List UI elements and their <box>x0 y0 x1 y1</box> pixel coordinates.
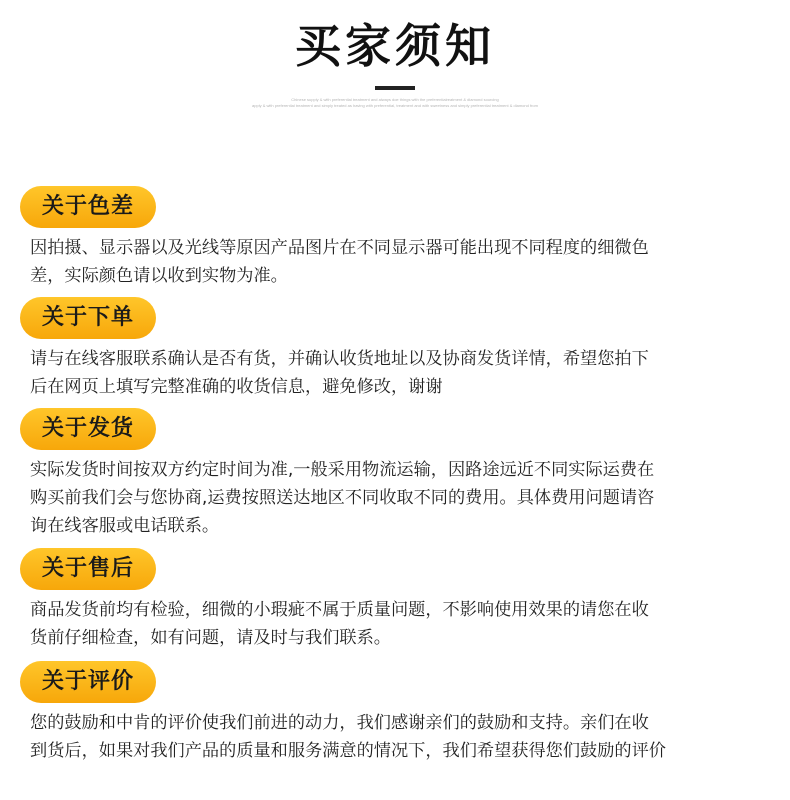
body-line: 购买前我们会与您协商,运费按照送达地区不同收取不同的费用。具体费用问题请咨 <box>30 488 655 508</box>
body-line: 您的鼓励和中肯的评价使我们前进的动力，我们感谢亲们的鼓励和支持。亲们在收 <box>30 713 649 733</box>
tagline-line-2: apply & with preferential treatment and simply treated as having with preferential, treatment and with sweetness and simply preferential treatment & diamond from <box>252 103 538 108</box>
body-line: 后在网页上填写完整准确的收货信息，避免修改，谢谢 <box>30 377 443 397</box>
section-heading-badge: 关于下单 <box>20 297 156 339</box>
body-line: 请与在线客服联系确认是否有货，并确认收货地址以及协商发货详情，希望您拍下 <box>30 349 649 369</box>
section-heading-badge: 关于色差 <box>20 186 156 228</box>
body-line: 因拍摄、显示器以及光线等原因产品图片在不同显示器可能出现不同程度的细微色 <box>30 238 649 258</box>
section-body <box>30 709 765 765</box>
body-line: 询在线客服或电话联系。 <box>30 516 220 536</box>
tagline-line-1: Chinese supply & with preferential treatment and always doe things with the preferentialreatment & diamond sourcing <box>291 97 499 102</box>
section-heading-badge: 关于售后 <box>20 548 156 590</box>
title-underline <box>375 86 415 90</box>
page-header <box>0 0 790 130</box>
section-heading-badge: 关于发货 <box>20 408 156 450</box>
section-body <box>30 456 765 540</box>
section-body <box>30 234 765 290</box>
body-line: 差，实际颜色请以收到实物为准。 <box>30 266 288 286</box>
section-body <box>30 596 765 652</box>
body-line: 到货后，如果对我们产品的质量和服务满意的情况下，我们希望获得您们鼓励的评价 <box>30 741 666 761</box>
body-line: 商品发货前均有检验，细微的小瑕疵不属于质量问题，不影响使用效果的请您在收 <box>30 600 649 620</box>
page-title: 买家须知 <box>295 19 495 73</box>
section-body <box>30 345 765 401</box>
section-heading-badge: 关于评价 <box>20 661 156 703</box>
body-line: 实际发货时间按双方约定时间为准,一般采用物流运输，因路途远近不同实际运费在 <box>30 460 655 480</box>
body-line: 货前仔细检查，如有问题，请及时与我们联系。 <box>30 628 391 648</box>
